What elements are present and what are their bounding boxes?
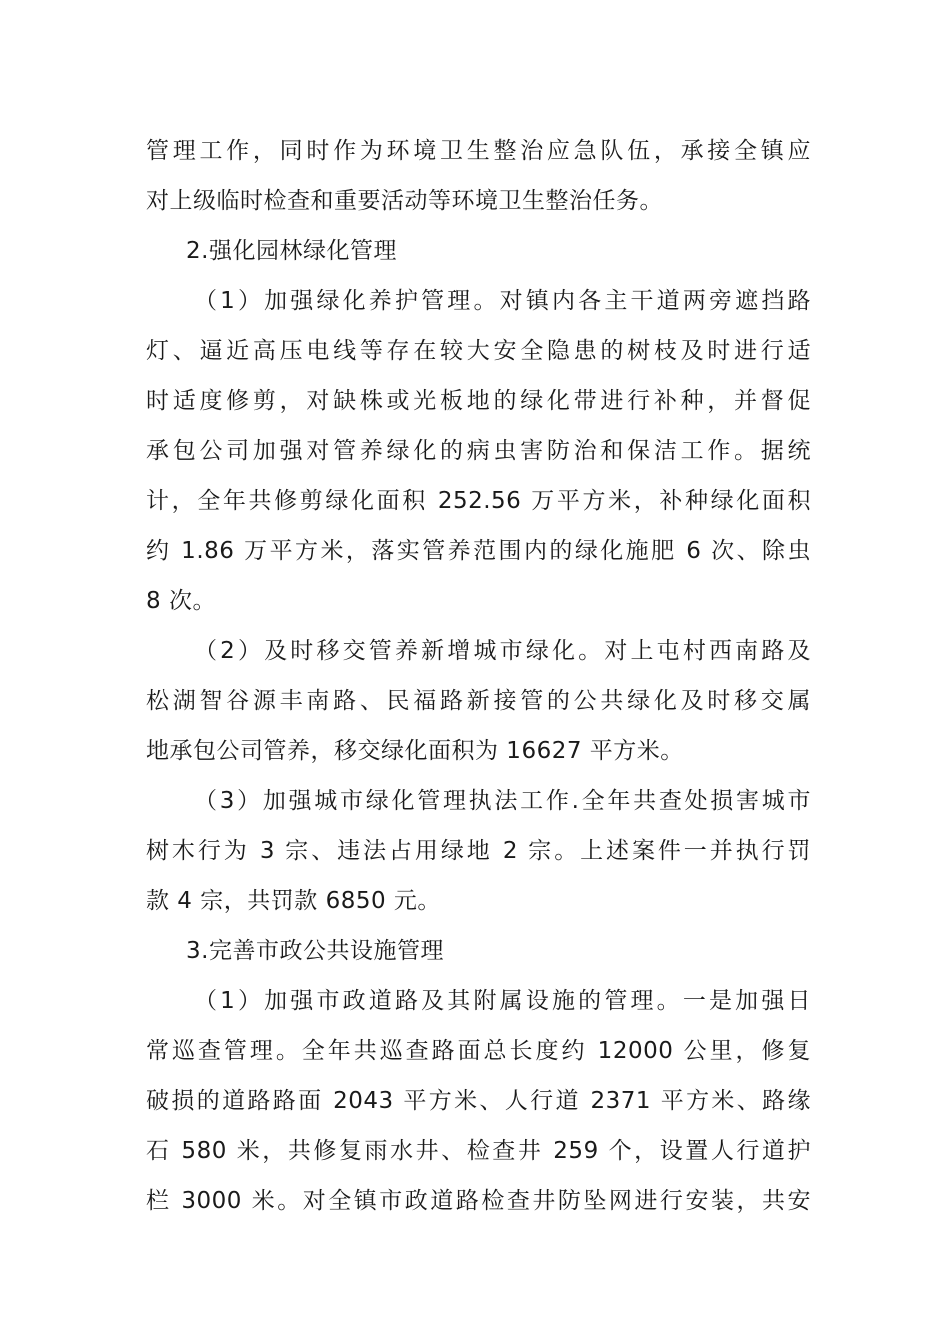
paragraph-line: 计，全年共修剪绿化面积 252.56 万平方米，补种绿化面积	[146, 488, 811, 514]
section-heading: 3.完善市政公共设施管理	[186, 938, 444, 964]
paragraph-line: 常巡查管理。全年共巡查路面总长度约 12000 公里，修复	[146, 1038, 811, 1064]
paragraph-line: （1）加强绿化养护管理。对镇内各主干道两旁遮挡路	[194, 288, 811, 314]
paragraph-line: （3）加强城市绿化管理执法工作.全年共查处损害城市	[194, 788, 811, 814]
paragraph-line: 管理工作，同时作为环境卫生整治应急队伍，承接全镇应	[146, 138, 811, 164]
paragraph-line: 石 580 米，共修复雨水井、检查井 259 个，设置人行道护	[146, 1138, 811, 1164]
paragraph-line: （2）及时移交管养新增城市绿化。对上屯村西南路及	[194, 638, 811, 664]
paragraph-line: 破损的道路路面 2043 平方米、人行道 2371 平方米、路缘	[146, 1088, 811, 1114]
paragraph-line: 约 1.86 万平方米，落实管养范围内的绿化施肥 6 次、除虫	[146, 538, 811, 564]
paragraph-line: 树木行为 3 宗、违法占用绿地 2 宗。上述案件一并执行罚	[146, 838, 811, 864]
paragraph-line: 地承包公司管养，移交绿化面积为 16627 平方米。	[146, 738, 684, 764]
paragraph-line: （1）加强市政道路及其附属设施的管理。一是加强日	[194, 988, 811, 1014]
paragraph-line: 栏 3000 米。对全镇市政道路检查井防坠网进行安装，共安	[146, 1188, 811, 1214]
paragraph-line: 时适度修剪，对缺株或光板地的绿化带进行补种，并督促	[146, 388, 811, 414]
paragraph-line: 松湖智谷源丰南路、民福路新接管的公共绿化及时移交属	[146, 688, 811, 714]
paragraph-line: 对上级临时检查和重要活动等环境卫生整治任务。	[146, 188, 663, 214]
section-heading: 2.强化园林绿化管理	[186, 238, 397, 264]
paragraph-line: 承包公司加强对管养绿化的病虫害防治和保洁工作。据统	[146, 438, 811, 464]
paragraph-line: 款 4 宗，共罚款 6850 元。	[146, 888, 441, 914]
paragraph-line: 灯、逼近高压电线等存在较大安全隐患的树枝及时进行适	[146, 338, 811, 364]
paragraph-line: 8 次。	[146, 588, 216, 614]
